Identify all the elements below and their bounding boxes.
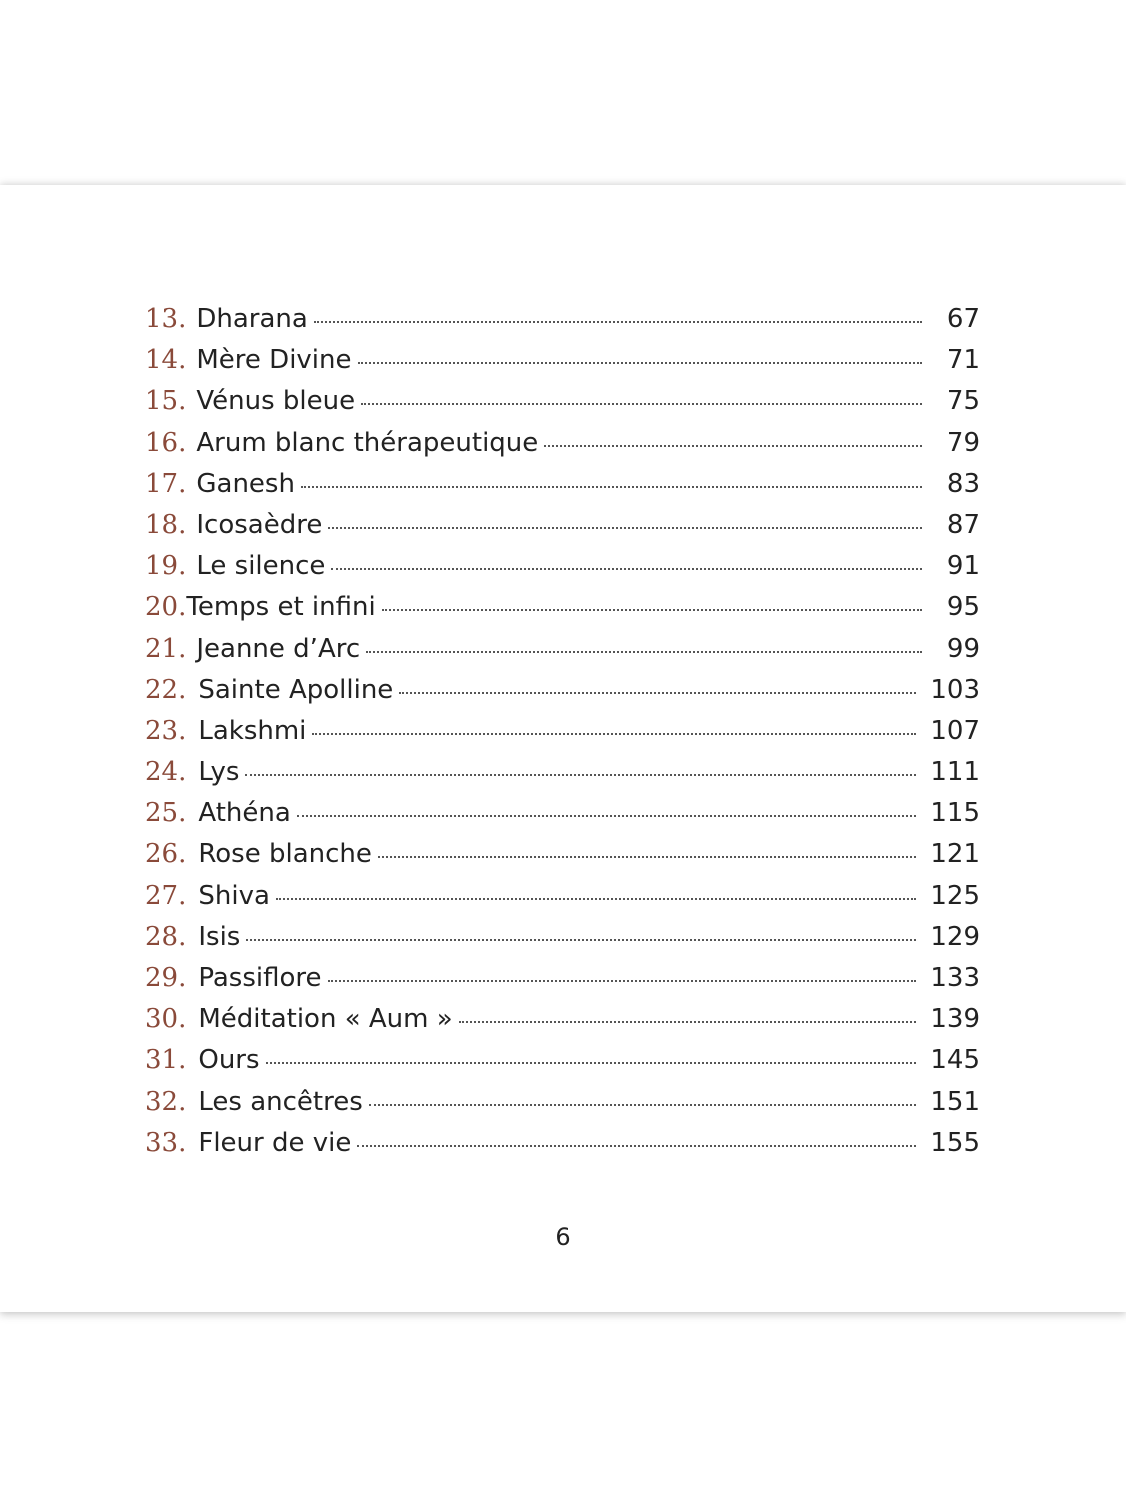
toc-entry-number: 15.	[145, 386, 187, 417]
toc-entry-title: Mère Divine	[196, 345, 352, 376]
toc-entry-page: 139	[930, 1004, 980, 1035]
toc-entry-number: 32.	[145, 1086, 187, 1117]
toc-entry-page: 91	[946, 551, 980, 582]
toc-entry-number: 16.	[145, 427, 187, 458]
toc-entry-number: 18.	[145, 509, 187, 540]
toc-entry-title: Isis	[198, 921, 241, 952]
toc-entry-number: 17.	[145, 468, 187, 499]
toc-entry-number: 25.	[145, 798, 187, 829]
toc-entry	[145, 1004, 980, 1045]
dot-leader	[301, 486, 922, 488]
toc-entry-number: 26.	[145, 839, 187, 870]
toc-entry-number: 30.	[145, 1004, 187, 1035]
toc-entry-page: 67	[946, 304, 980, 334]
toc-entry	[145, 716, 980, 757]
dot-leader	[314, 321, 922, 323]
toc-entry-title: Le silence	[196, 551, 326, 582]
toc-entry-page: 151	[930, 1086, 980, 1117]
toc-entry-page: 99	[946, 633, 980, 664]
toc-entry-title: Vénus bleue	[196, 386, 356, 417]
toc-entry-page: 83	[946, 468, 980, 499]
toc-entry-page: 145	[930, 1045, 980, 1076]
dot-leader	[366, 651, 922, 653]
dot-leader	[399, 692, 916, 694]
toc-entry-title: Lys	[198, 757, 240, 788]
toc-entry-title: Fleur de vie	[198, 1127, 352, 1158]
toc-entry-title: Shiva	[198, 880, 270, 911]
toc-entry-page: 115	[930, 798, 980, 829]
dot-leader	[245, 774, 916, 776]
toc-entry-number: 33.	[145, 1127, 187, 1158]
toc-entry-page: 75	[946, 386, 980, 417]
dot-leader	[357, 1145, 916, 1147]
dot-leader	[328, 527, 922, 529]
toc-entry-number: 21.	[145, 633, 187, 664]
dot-leader	[328, 980, 917, 982]
dot-leader	[382, 609, 922, 611]
toc-entry-title: Sainte Apolline	[198, 674, 394, 705]
toc-entry	[145, 922, 980, 963]
toc-entry-page: 111	[930, 757, 980, 788]
toc-entry-title: Icosaèdre	[196, 509, 323, 540]
toc-entry	[145, 963, 980, 1004]
toc-entry	[145, 469, 980, 510]
toc-entry-number: 22.	[145, 674, 187, 705]
toc-entry-number: 24.	[145, 757, 187, 788]
toc-entry-page: 103	[930, 674, 980, 705]
toc-entry-number: 27.	[145, 880, 187, 911]
toc-entry-number: 13.	[145, 304, 187, 334]
dot-leader	[246, 939, 916, 941]
toc-entry	[145, 345, 980, 386]
dot-leader	[544, 445, 922, 447]
toc-entry-number: 29.	[145, 963, 187, 993]
toc-entry-page: 125	[930, 880, 980, 911]
toc-entry	[145, 304, 980, 345]
toc-entry	[145, 757, 980, 798]
toc-entry-number: 31.	[145, 1045, 187, 1076]
toc-entry-number: 28.	[145, 921, 187, 952]
toc-entry	[145, 1087, 980, 1128]
toc-entry-title: Jeanne d’Arc	[196, 633, 361, 664]
toc-entry-page: 129	[930, 921, 980, 952]
toc-entry-title: Lakshmi	[198, 715, 307, 746]
toc-entry	[145, 510, 980, 551]
dot-leader	[361, 403, 922, 405]
toc-entry	[145, 1128, 980, 1169]
toc-entry-title: Ganesh	[196, 468, 295, 499]
toc-entry-number: 19.	[145, 551, 187, 582]
dot-leader	[369, 1104, 917, 1106]
dot-leader	[358, 362, 923, 364]
toc-entry	[145, 592, 980, 633]
dot-leader	[312, 733, 916, 735]
toc-entry	[145, 675, 980, 716]
toc-entry-number: 23.	[145, 715, 187, 746]
toc-entry-page: 107	[930, 715, 980, 746]
toc-entry	[145, 1045, 980, 1086]
toc-entry-page: 79	[946, 427, 980, 458]
toc-entry-page: 133	[930, 963, 980, 993]
toc-entry	[145, 634, 980, 675]
toc-entry-title: Dharana	[196, 304, 308, 334]
toc-entry-title: Athéna	[198, 798, 291, 829]
toc-entry	[145, 428, 980, 469]
toc-entry-page: 71	[946, 345, 980, 376]
toc-entry-title: Arum blanc thérapeutique	[196, 427, 539, 458]
table-of-contents	[145, 304, 980, 1169]
book-page	[0, 185, 1126, 1312]
toc-entry-page: 121	[930, 839, 980, 870]
toc-entry-page: 95	[946, 592, 980, 623]
dot-leader	[331, 568, 922, 570]
toc-entry-title: Ours	[198, 1045, 260, 1076]
toc-entry	[145, 386, 980, 427]
dot-leader	[459, 1021, 917, 1023]
toc-entry-title: Les ancêtres	[198, 1086, 363, 1117]
toc-entry	[145, 881, 980, 922]
toc-entry-title: Rose blanche	[198, 839, 372, 870]
dot-leader	[266, 1062, 917, 1064]
toc-entry	[145, 798, 980, 839]
toc-entry-title: Méditation « Aum »	[198, 1004, 453, 1035]
toc-entry-title: Passiflore	[198, 963, 322, 993]
toc-entry-page: 87	[946, 509, 980, 540]
toc-entry-number: 20.	[145, 592, 187, 623]
page-number: 6	[555, 1223, 571, 1251]
toc-entry	[145, 839, 980, 880]
dot-leader	[276, 898, 916, 900]
toc-entry-page: 155	[930, 1127, 980, 1158]
toc-entry-number: 14.	[145, 345, 187, 376]
toc-entry-title: Temps et infini	[186, 592, 376, 623]
toc-entry	[145, 551, 980, 592]
dot-leader	[297, 815, 917, 817]
dot-leader	[378, 856, 916, 858]
